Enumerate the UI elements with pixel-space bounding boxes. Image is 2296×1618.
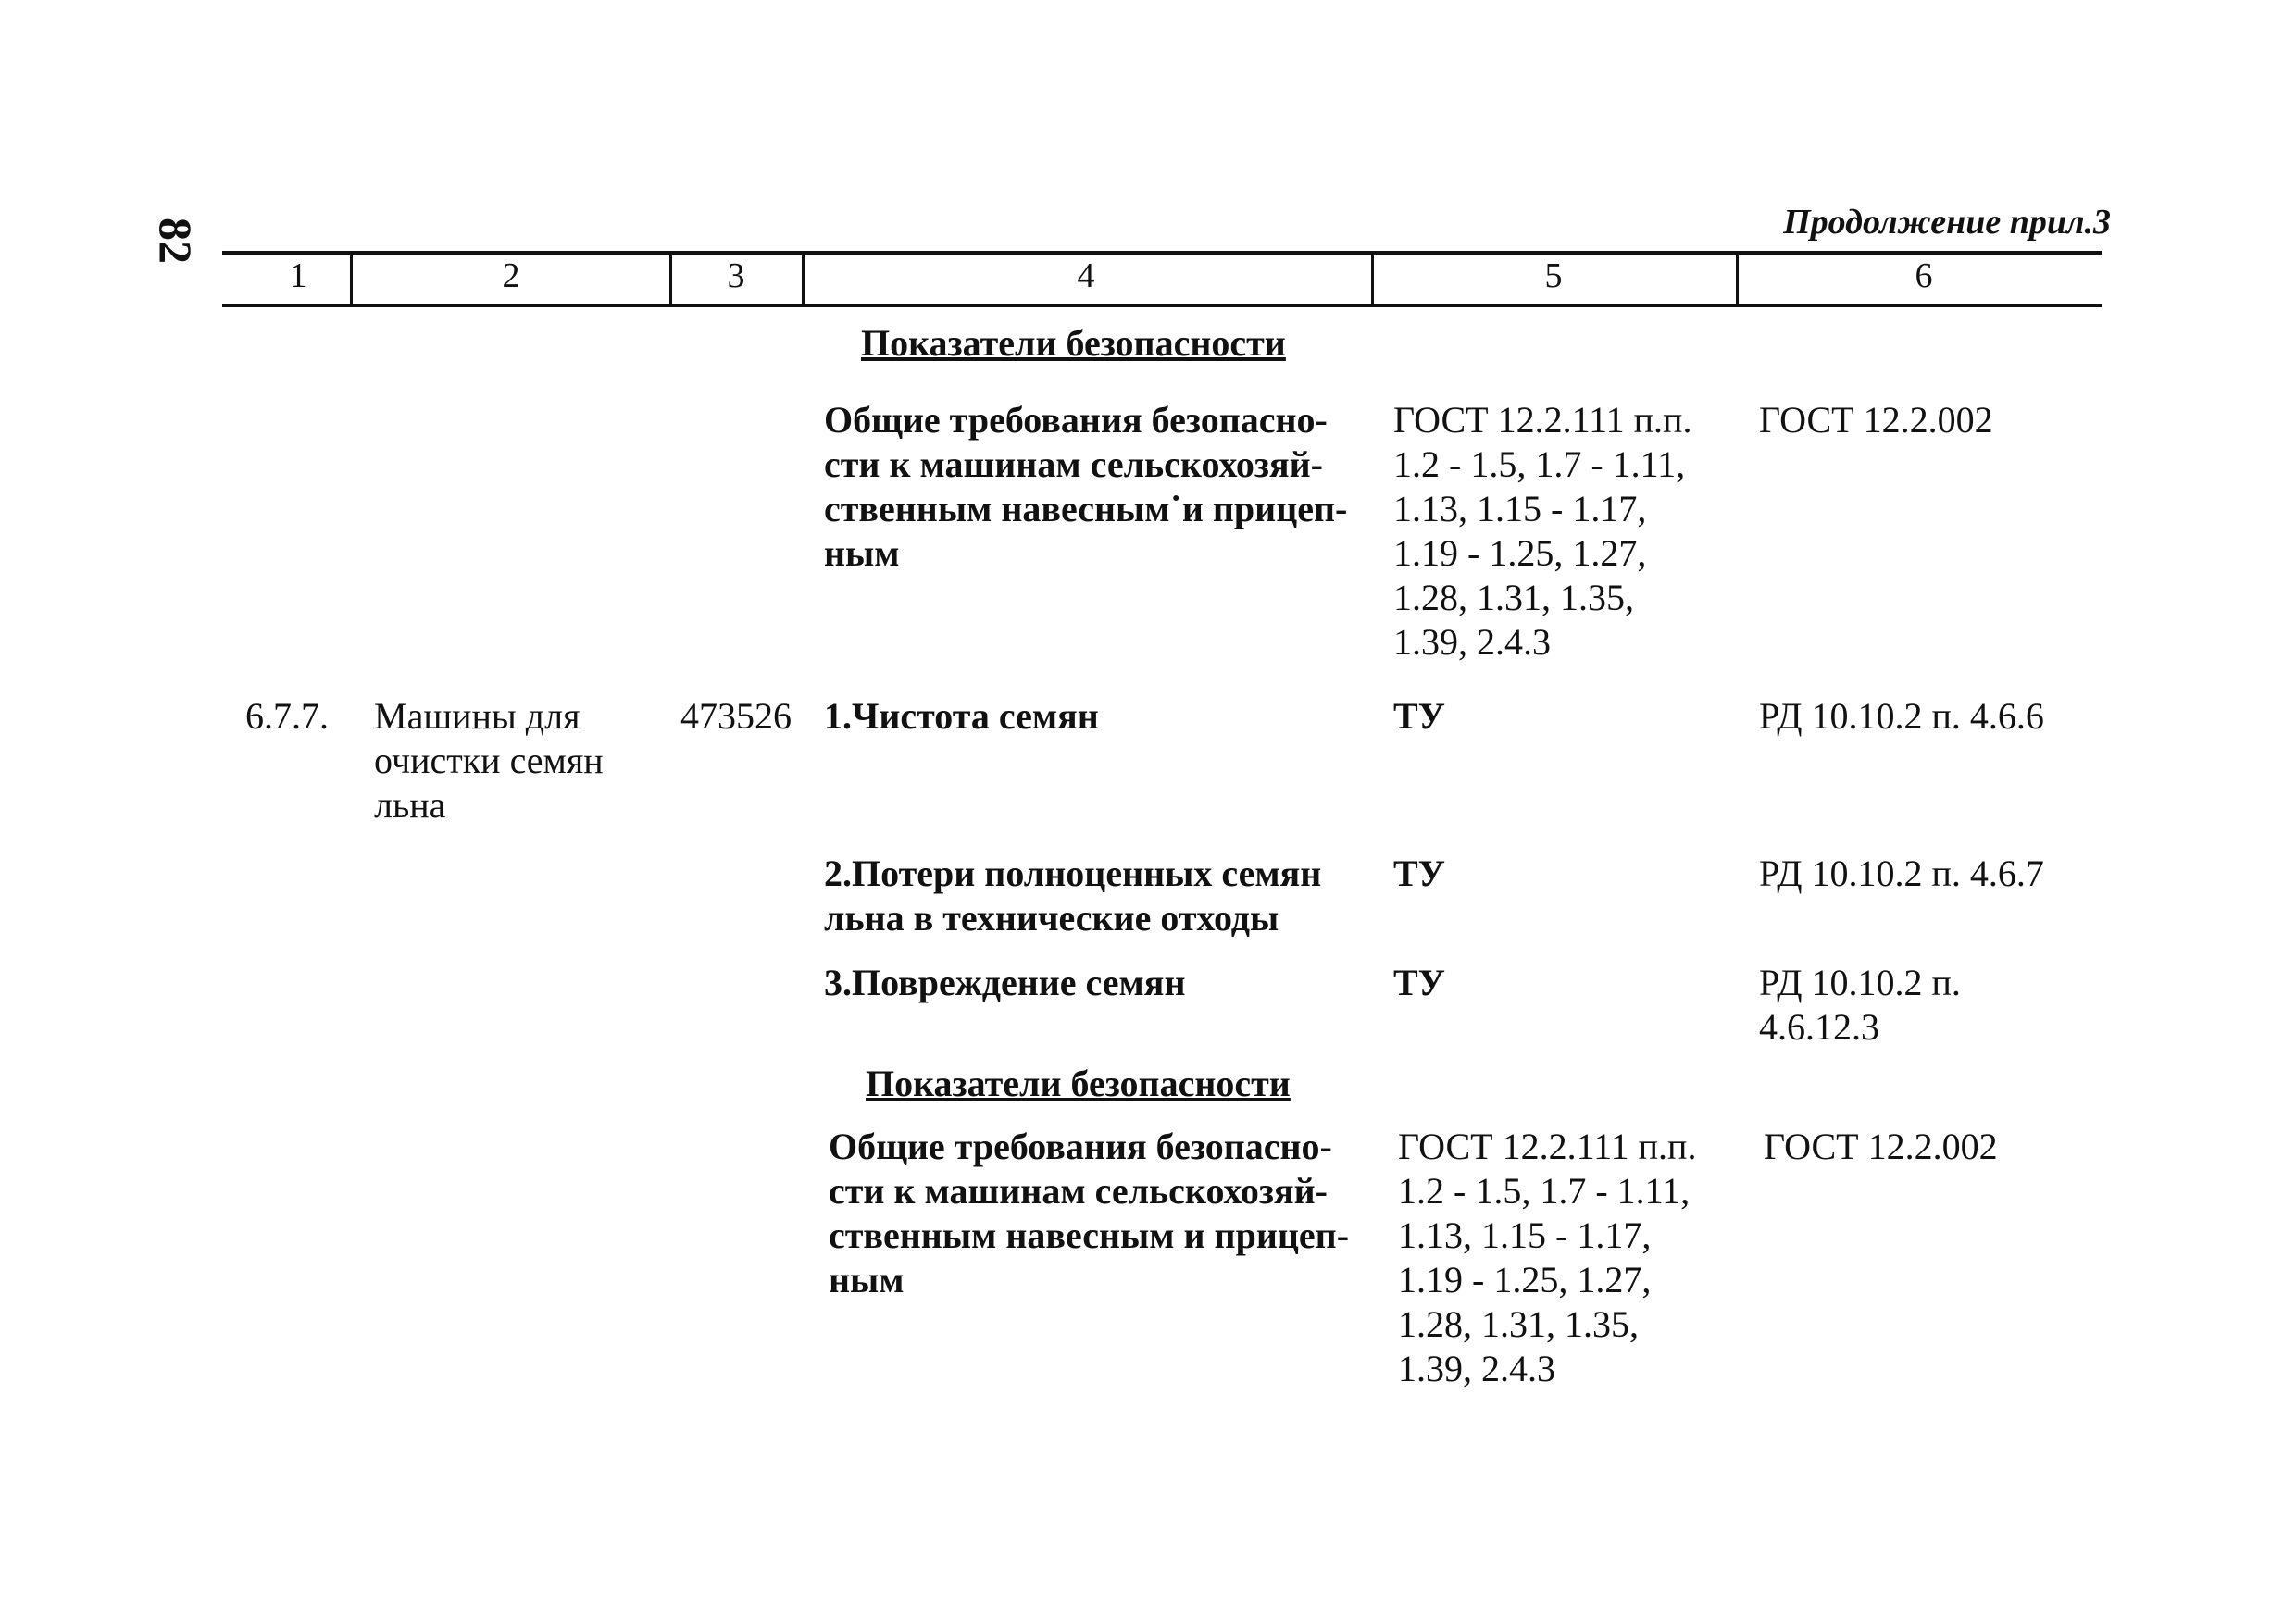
- text-line: 1.39, 2.4.3: [1398, 1348, 1555, 1389]
- text-line: 1.28, 1.31, 1.35,: [1393, 577, 1634, 618]
- header-divider-4: [1371, 253, 1374, 305]
- text-line: 1.19 - 1.25, 1.27,: [1398, 1259, 1652, 1301]
- text-line: Общие требования безопасно-: [829, 1126, 1332, 1167]
- header-divider-3: [802, 253, 805, 305]
- text-line: 1.13, 1.15 - 1.17,: [1398, 1214, 1652, 1256]
- header-divider-5: [1736, 253, 1739, 305]
- indicator-row: [824, 852, 1321, 940]
- safety-method: ГОСТ 12.2.002: [1759, 399, 1993, 441]
- text-line: льна в технические отходы: [824, 897, 1279, 939]
- column-number-3: 3: [727, 256, 745, 295]
- text-line: 1.2 - 1.5, 1.7 - 1.11,: [1398, 1170, 1691, 1212]
- header-top-rule: [222, 251, 2102, 255]
- text-line: 1.28, 1.31, 1.35,: [1398, 1303, 1639, 1345]
- text-line: ственным навесным и прицеп-: [829, 1214, 1350, 1256]
- section-title: Показатели безопасности: [861, 322, 1286, 364]
- indicator-row: [824, 694, 1099, 739]
- text-line: 1.39, 2.4.3: [1393, 621, 1551, 663]
- text-line: ственным навесным˙и прицеп-: [824, 488, 1348, 529]
- header-divider-2: [669, 253, 672, 305]
- text-line: 1.Чистота семян: [824, 695, 1099, 737]
- column-number-2: 2: [502, 256, 520, 295]
- row-method: [1759, 961, 1961, 1050]
- text-line: льна: [374, 784, 446, 826]
- text-line: Общие требования безопасно-: [824, 399, 1328, 441]
- header-divider-1: [350, 253, 353, 305]
- indicator-row: [824, 961, 1186, 1005]
- text-line: 1.2 - 1.5, 1.7 - 1.11,: [1393, 443, 1686, 485]
- item-code: 473526: [680, 695, 792, 737]
- column-number-6: 6: [1915, 256, 1933, 295]
- row-normative: ТУ: [1393, 853, 1446, 894]
- safety-normative: [1398, 1125, 1696, 1391]
- text-line: РД 10.10.2 п. 4.6.6: [1759, 695, 2044, 737]
- column-number-4: 4: [1077, 256, 1095, 295]
- section-title: Показатели безопасности: [866, 1063, 1291, 1104]
- column-number-5: 5: [1544, 256, 1563, 295]
- safety-description: [824, 398, 1347, 576]
- text-line: ГОСТ 12.2.111 п.п.: [1393, 399, 1692, 441]
- text-line: Машины для: [374, 695, 580, 737]
- row-normative: ТУ: [1393, 962, 1446, 1003]
- safety-description: [829, 1125, 1349, 1302]
- text-line: РД 10.10.2 п. 4.6.7: [1759, 853, 2044, 894]
- text-line: 1.19 - 1.25, 1.27,: [1393, 532, 1647, 574]
- text-line: сти к машинам сельскохозяй-: [829, 1170, 1329, 1212]
- text-line: сти к машинам сельскохозяй-: [824, 443, 1324, 485]
- safety-method: ГОСТ 12.2.002: [1764, 1126, 1998, 1167]
- item-number: 6.7.7.: [245, 695, 329, 737]
- safety-normative: [1393, 398, 1691, 665]
- page-number: 82: [150, 218, 202, 264]
- text-line: ным: [829, 1259, 905, 1301]
- header-bottom-rule: [222, 304, 2102, 307]
- text-line: очистки семян: [374, 740, 604, 781]
- text-line: 1.13, 1.15 - 1.17,: [1393, 488, 1647, 529]
- text-line: ным: [824, 532, 900, 574]
- text-line: РД 10.10.2 п.: [1759, 962, 1961, 1003]
- row-method: [1759, 852, 2044, 896]
- row-normative: ТУ: [1393, 695, 1446, 737]
- text-line: 2.Потери полноценных семян: [824, 853, 1322, 894]
- item-name: [374, 694, 604, 828]
- text-line: ГОСТ 12.2.111 п.п.: [1398, 1126, 1697, 1167]
- column-number-1: 1: [289, 256, 307, 295]
- continuation-label: Продолжение прил.3: [1783, 203, 2111, 242]
- text-line: 3.Повреждение семян: [824, 962, 1186, 1003]
- row-method: [1759, 694, 2044, 739]
- text-line: 4.6.12.3: [1759, 1006, 1879, 1048]
